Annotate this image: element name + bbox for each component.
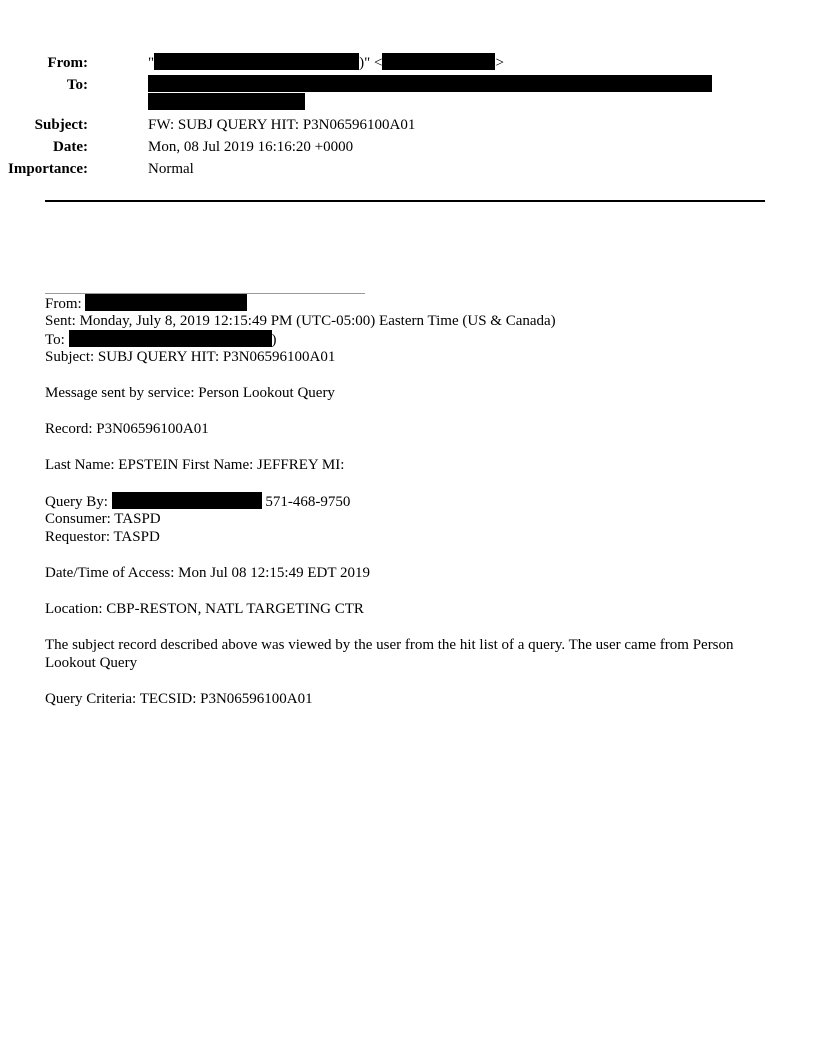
header-from-row: [0, 52, 760, 74]
date-value: Mon, 08 Jul 2019 16:16:20 +0000: [148, 139, 354, 155]
record-line: Record: P3N06596100A01: [45, 421, 209, 437]
header-to-row-continued: [0, 92, 760, 114]
consumer-line: Consumer: TASPD: [45, 511, 161, 527]
header-importance-row: [0, 158, 760, 180]
importance-value: Normal: [148, 161, 194, 177]
name-line: Last Name: EPSTEIN First Name: JEFFREY MI:: [45, 457, 345, 473]
from-open-quote: ": [148, 55, 155, 71]
query-by-line: [45, 492, 765, 510]
requestor-line: Requestor: TASPD: [45, 529, 160, 545]
redaction-block: [154, 53, 359, 70]
date-label: Date:: [53, 139, 88, 155]
header-subject-row: [0, 114, 760, 136]
redaction-block: [382, 53, 495, 70]
query-by-phone: 571-468-9750: [265, 494, 351, 510]
redaction-block: [148, 93, 305, 110]
from-close: >: [495, 55, 504, 71]
from-label: From:: [47, 55, 88, 71]
redaction-block: [148, 75, 712, 92]
header-date-row: [0, 136, 760, 158]
to-value-continued: [148, 92, 305, 114]
fwd-from-line: [45, 294, 765, 312]
to-label: To:: [66, 77, 88, 93]
fwd-sent-line: Sent: Monday, July 8, 2019 12:15:49 PM (UTC-05:00) Eastern Time (US & Canada): [45, 313, 556, 329]
fwd-to-line: [45, 330, 765, 348]
redaction-block: [69, 330, 272, 347]
from-mid: )" <: [359, 55, 383, 71]
query-by-label: Query By:: [45, 494, 108, 510]
fwd-to-close: ): [271, 332, 277, 348]
service-line: Message sent by service: Person Lookout Query: [45, 385, 335, 401]
criteria-line: Query Criteria: TECSID: P3N06596100A01: [45, 691, 313, 707]
fwd-from-label: From:: [45, 296, 82, 312]
access-line: Date/Time of Access: Mon Jul 08 12:15:49 EDT 2019: [45, 565, 370, 581]
description-paragraph: The subject record described above was viewed by the user from the hit list of a query. The user came from Person Lookout Query: [45, 637, 734, 671]
subject-label: Subject:: [34, 117, 88, 133]
redaction-block: [112, 492, 262, 509]
importance-label: Importance:: [8, 161, 88, 177]
location-line: Location: CBP-RESTON, NATL TARGETING CTR: [45, 601, 364, 617]
fwd-to-label: To:: [45, 332, 65, 348]
forwarded-message: [45, 294, 765, 708]
redaction-block: [85, 294, 247, 311]
subject-value: FW: SUBJ QUERY HIT: P3N06596100A01: [148, 117, 416, 133]
fwd-subject-line: Subject: SUBJ QUERY HIT: P3N06596100A01: [45, 349, 336, 365]
from-value: [148, 52, 504, 74]
header-divider: [45, 200, 765, 202]
